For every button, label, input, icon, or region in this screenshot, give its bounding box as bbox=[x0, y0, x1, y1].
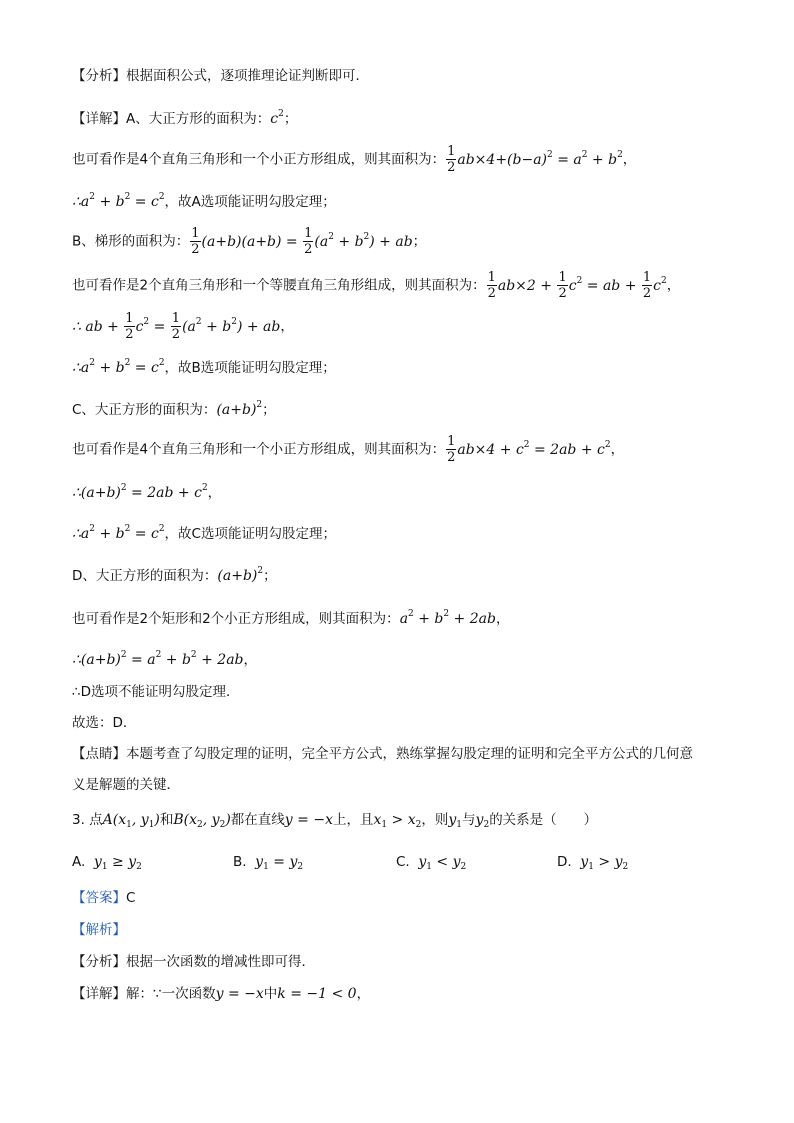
conclusion-b-line: $\therefore a^2 + b^2 = c^2$，故B选项能证明勾股定理； bbox=[72, 358, 336, 376]
conclusion-d-line: ∴D选项不能证明勾股定理． bbox=[72, 684, 240, 700]
solution-tag: 【解析】 bbox=[72, 922, 126, 938]
option-c: C. $y_1 < y_2$ bbox=[396, 854, 467, 872]
equation-d-line: $\therefore(a+b)^2 = a^2 + b^2 + 2ab$， bbox=[72, 650, 258, 668]
conclusion-c-line: $\therefore a^2 + b^2 = c^2$，故C选项能证明勾股定理； bbox=[72, 524, 336, 542]
detail-c-alt-line: 也可看作是4个直角三角形和一个小正方形组成，则其面积为： $\frac{1}{2}$ $ab\times 4 + c^2 = 2ab + c^2$， bbox=[72, 434, 625, 465]
detail-d-line: D、大正方形的面积为：$(a+b)^2$； bbox=[72, 566, 277, 584]
formula: $\therefore a^2 + b^2 = c^2$ bbox=[72, 358, 165, 376]
formula: $A(x_1$, $y_1$) bbox=[102, 812, 160, 830]
formula: $\therefore(a+b)^2 = 2ab + c^2$ bbox=[72, 483, 208, 501]
comment-line-2: 义是解题的关键． bbox=[72, 777, 180, 793]
option-d: D. $y_1 > y_2$ bbox=[557, 854, 629, 872]
formula: y = −x bbox=[215, 986, 264, 1002]
formula: $y_1 < y_2$ bbox=[418, 854, 467, 872]
option-a: A. $y_1 \ge y_2$ bbox=[72, 854, 142, 872]
formula: $\frac{1}{2}$ (a+b)(a+b) = $\frac{1}{2}$ $(a^2 + b^2)$ + ab bbox=[191, 226, 413, 257]
formula: $y_1$ bbox=[448, 812, 463, 830]
formula: $a^2 + b^2 + 2ab$ bbox=[399, 609, 496, 627]
formula: $y_1 \ge y_2$ bbox=[93, 854, 142, 872]
formula: $B(x_2$, $y_2$) bbox=[173, 812, 231, 830]
formula: $x_1 > x_2$ bbox=[373, 812, 422, 830]
answer-line: 【答案】C bbox=[72, 890, 136, 906]
analysis-line: 【分析】根据面积公式，逐项推理论证判断即可． bbox=[72, 68, 369, 84]
conclusion-a-line: $\therefore a^2 + b^2 = c^2$，故A选项能证明勾股定理； bbox=[72, 192, 336, 210]
formula: $y_1 > y_2$ bbox=[580, 854, 629, 872]
option-b: B. $y_1 = y_2$ bbox=[233, 854, 304, 872]
formula: $\therefore(a+b)^2 = a^2 + b^2 + 2ab$ bbox=[72, 650, 244, 668]
formula: $\therefore a^2 + b^2 = c^2$ bbox=[72, 524, 165, 542]
detail-c-line: C、大正方形的面积为：$(a+b)^2$； bbox=[72, 400, 276, 418]
equation-c-line: $\therefore(a+b)^2 = 2ab + c^2$， bbox=[72, 483, 222, 501]
detail-line-2: 【详解】解：∵一次函数y = −x中k = −1 < 0， bbox=[72, 986, 371, 1002]
formula: $c^2$ bbox=[270, 109, 284, 127]
question-3: 3. 点$A(x_1$, $y_1$)和$B(x_2$, $y_2$)都在直线y = −x上，且$x_1 > x_2$，则$y_1$与$y_2$的关系是（ ） bbox=[72, 812, 598, 830]
detail-b-alt-line: 也可看作是2个直角三角形和一个等腰直角三角形组成，则其面积为： $\frac{1}{2}$ ab×2 + $\frac{1}{2}$ $c^2$ = ab + $\frac{1}{2}$ $c^2$， bbox=[72, 270, 681, 301]
choice-line: 故选：D． bbox=[72, 715, 137, 731]
formula: $(a+b)^2$ bbox=[217, 566, 264, 584]
formula: ∴ ab + $\frac{1}{2}$ $c^2$ = $\frac{1}{2}$ $(a^2 + b^2)$ + ab bbox=[72, 311, 281, 342]
analysis-line-2: 【分析】根据一次函数的增减性即可得． bbox=[72, 954, 315, 970]
detail-d-alt-line: 也可看作是2个矩形和2个小正方形组成，则其面积为：$a^2 + b^2 + 2ab$， bbox=[72, 609, 510, 627]
formula: $y_1 = y_2$ bbox=[255, 854, 304, 872]
detail-a-line: 【详解】A、大正方形的面积为：$c^2$； bbox=[72, 109, 298, 127]
formula: $\frac{1}{2}$ $ab\times 4+(b-a)^2 = a^2 + b^2$ bbox=[447, 144, 623, 175]
formula: k = −1 < 0 bbox=[277, 986, 357, 1002]
formula: $\frac{1}{2}$ ab×2 + $\frac{1}{2}$ $c^2$ = ab + $\frac{1}{2}$ $c^2$ bbox=[487, 270, 667, 301]
detail-b-line: B、梯形的面积为： $\frac{1}{2}$ (a+b)(a+b) = $\frac{1}{2}$ $(a^2 + b^2)$ + ab； bbox=[72, 226, 427, 257]
formula: $y_2$ bbox=[475, 812, 490, 830]
formula: $\frac{1}{2}$ $ab\times 4 + c^2 = 2ab + c^2$ bbox=[447, 434, 611, 465]
detail-a-alt-line: 也可看作是4个直角三角形和一个小正方形组成，则其面积为： $\frac{1}{2}$ $ab\times 4+(b-a)^2 = a^2 + b^2$， bbox=[72, 144, 637, 175]
formula: $\therefore a^2 + b^2 = c^2$ bbox=[72, 192, 165, 210]
formula: $(a+b)^2$ bbox=[216, 400, 263, 418]
comment-line: 【点睛】本题考查了勾股定理的证明，完全平方公式，熟练掌握勾股定理的证明和完全平方公式的几何意 bbox=[72, 746, 693, 762]
formula: y = −x bbox=[284, 812, 333, 828]
equation-b-line: ∴ ab + $\frac{1}{2}$ $c^2$ = $\frac{1}{2}$ $(a^2 + b^2)$ + ab， bbox=[72, 311, 294, 342]
